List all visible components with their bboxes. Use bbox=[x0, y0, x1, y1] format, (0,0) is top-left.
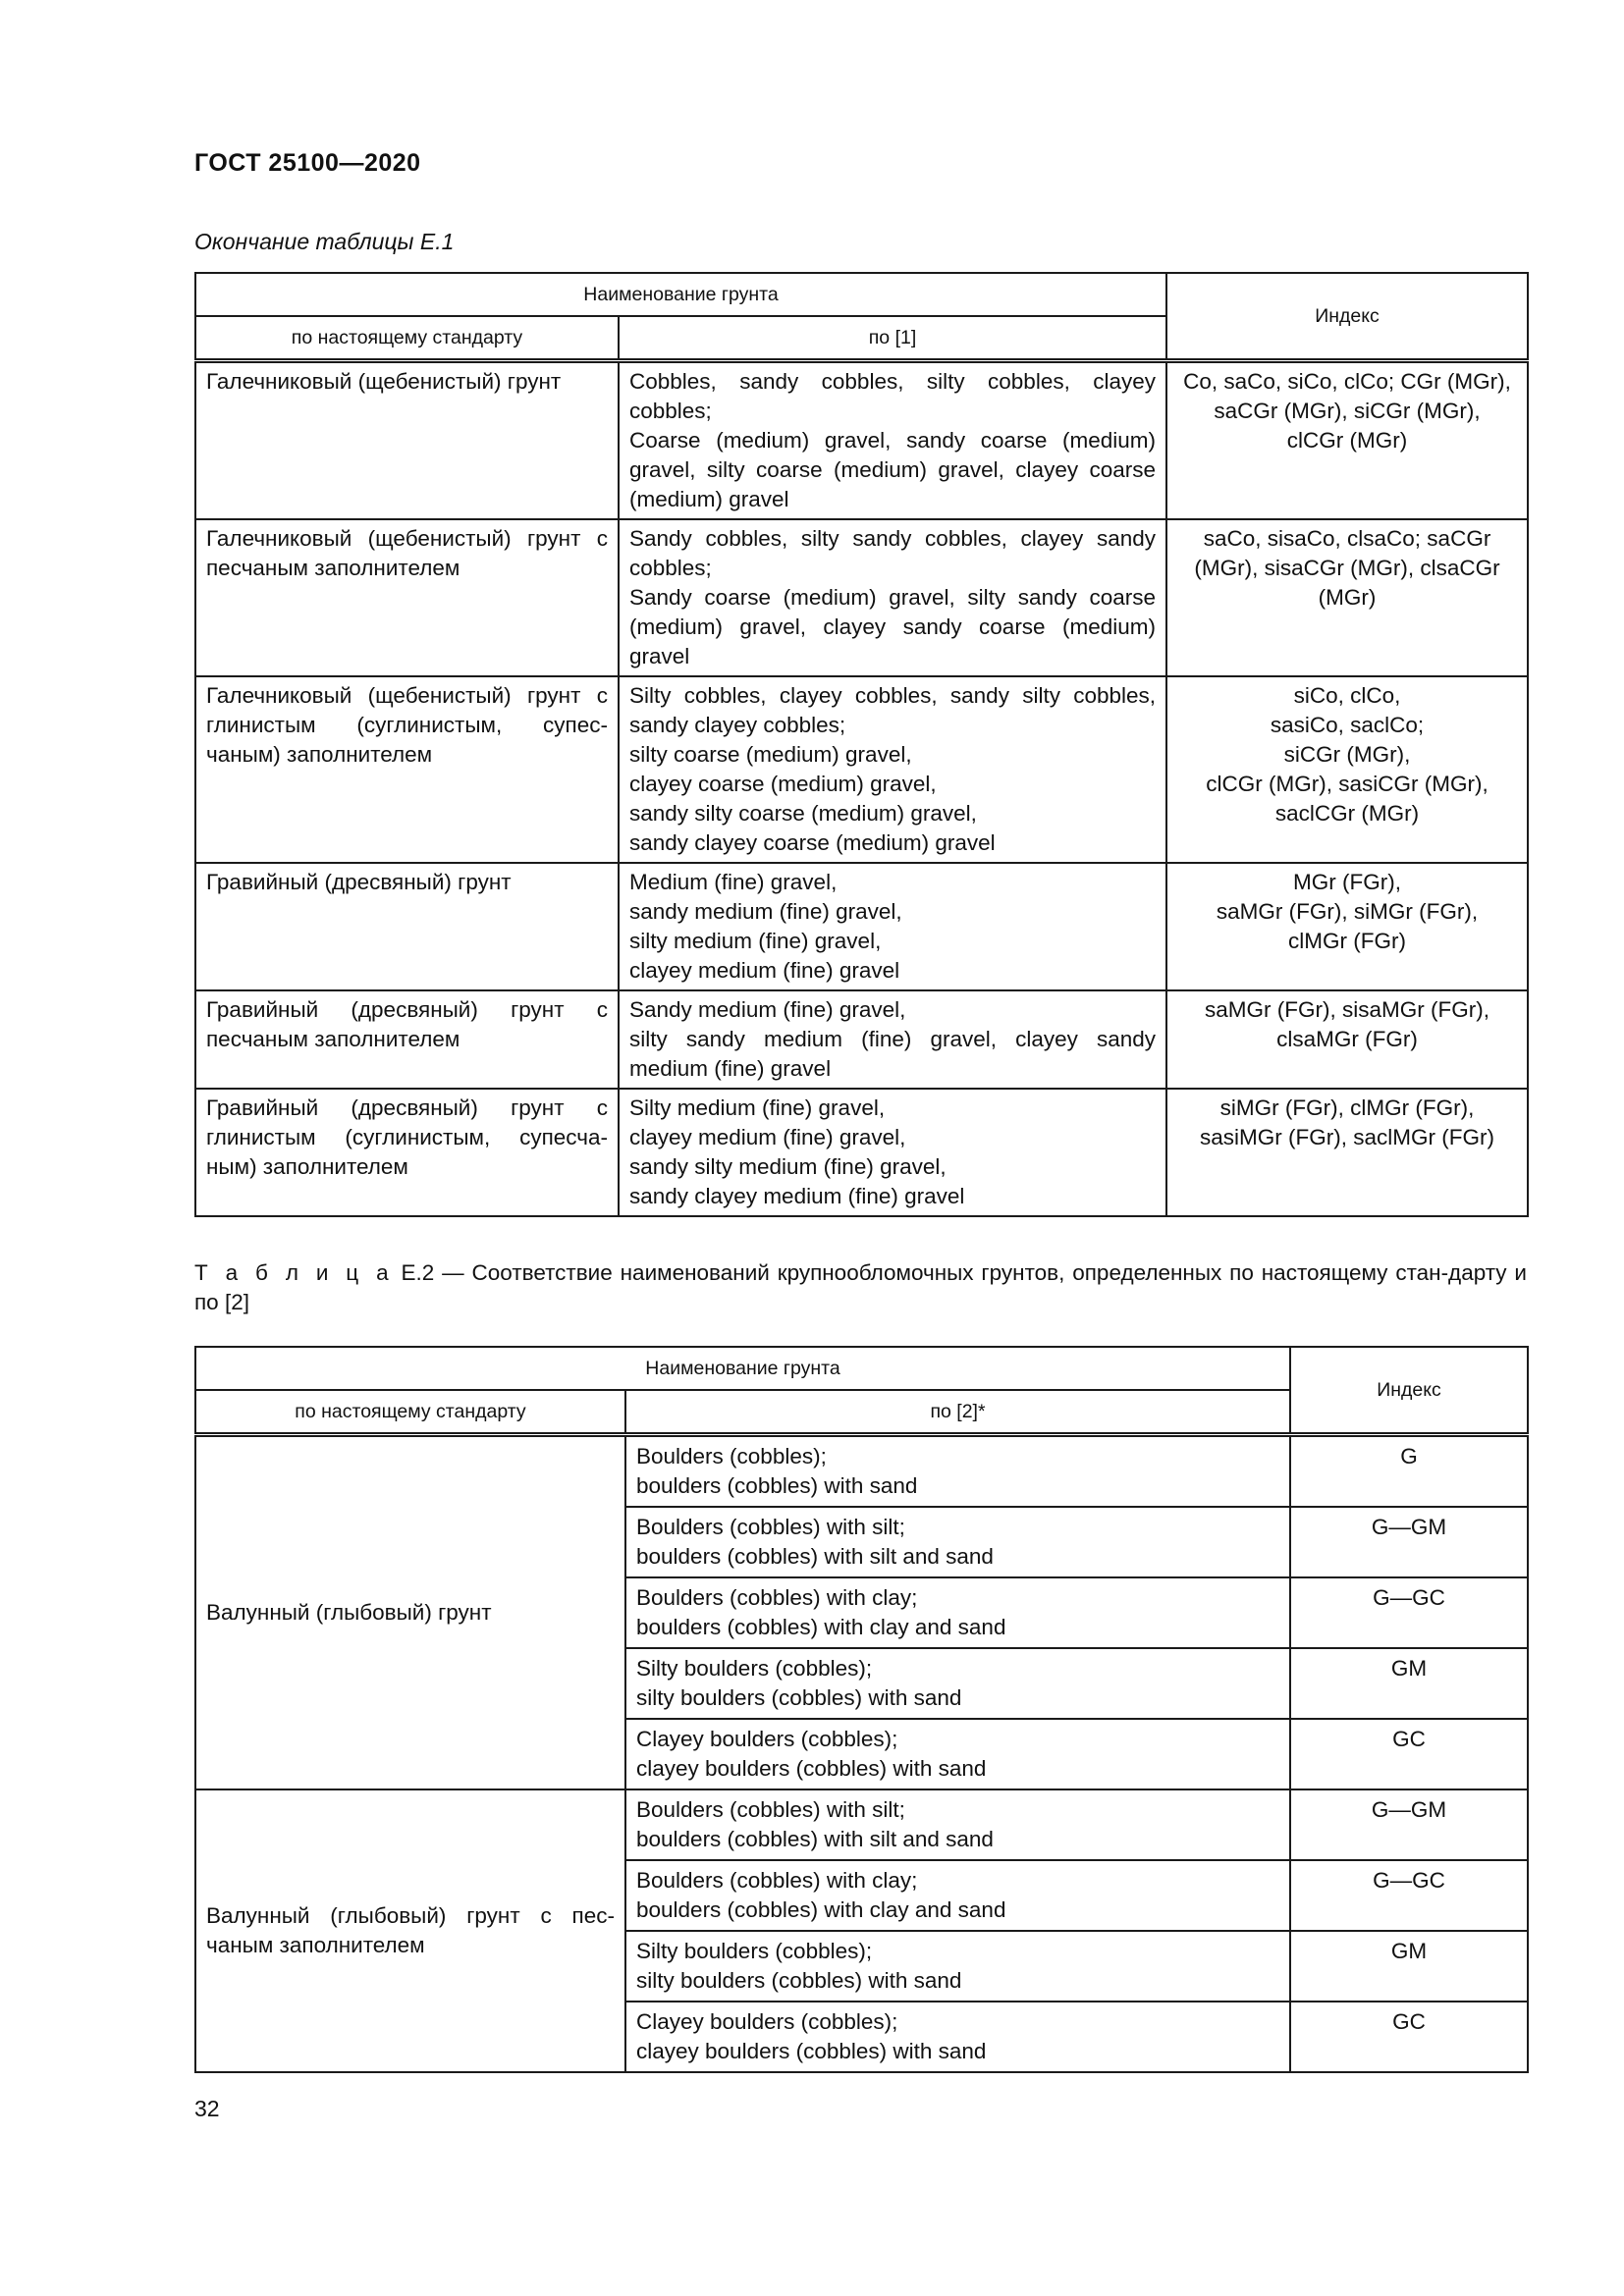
table-row bbox=[195, 990, 1528, 1089]
table-row bbox=[195, 1435, 1528, 1508]
english-name-cell: Silty boulders (cobbles); silty boulders (cobbles) with sand bbox=[625, 1931, 1290, 2002]
english-name-cell: Boulders (cobbles); boulders (cobbles) with sand bbox=[625, 1435, 1290, 1508]
page-number: 32 bbox=[194, 2096, 220, 2121]
index-cell: G—GM bbox=[1290, 1507, 1528, 1577]
soil-name-cell: Галечниковый (щебенистый) грунт с песчаным заполнителем bbox=[195, 519, 619, 676]
index-cell: saMGr (FGr), sisaMGr (FGr), clsaMGr (FGr) bbox=[1166, 990, 1528, 1089]
index-cell: GM bbox=[1290, 1648, 1528, 1719]
index-cell: G—GM bbox=[1290, 1789, 1528, 1860]
soil-group-cell: Валунный (глыбовый) грунт bbox=[195, 1435, 625, 1790]
header-soil-name: Наименование грунта bbox=[195, 1347, 1290, 1390]
table-continuation-label: Окончание таблицы Е.1 bbox=[194, 229, 455, 254]
english-name-cell: Silty medium (fine) gravel, clayey medium (fine) gravel, sandy silty medium (fine) gravel, sandy clayey medium (fine) gravel bbox=[619, 1089, 1166, 1216]
table-caption-text: Е.2 — Соответствие наименований крупнообломочных грунтов, определенных по настоящему стан-дарту и по [2] bbox=[194, 1260, 1527, 1314]
table-row bbox=[195, 361, 1528, 520]
index-cell: siMGr (FGr), clMGr (FGr), sasiMGr (FGr), saclMGr (FGr) bbox=[1166, 1089, 1528, 1216]
index-cell: Co, saCo, siCo, clCo; CGr (MGr), saCGr (MGr), siCGr (MGr), clCGr (MGr) bbox=[1166, 361, 1528, 520]
index-cell: siCo, clCo, sasiCo, saclCo; siCGr (MGr), clCGr (MGr), sasiCGr (MGr), saclCGr (MGr) bbox=[1166, 676, 1528, 863]
english-name-cell: Boulders (cobbles) with clay; boulders (cobbles) with clay and sand bbox=[625, 1577, 1290, 1648]
soil-name-cell: Галечниковый (щебенистый) грунт с глинистым (суглинистым, супес-чаным) заполнителем bbox=[195, 676, 619, 863]
table-e1 bbox=[194, 272, 1529, 1217]
header-soil-name: Наименование грунта bbox=[195, 273, 1166, 316]
english-name-cell: Boulders (cobbles) with silt; boulders (cobbles) with silt and sand bbox=[625, 1789, 1290, 1860]
soil-name-cell: Гравийный (дресвяный) грунт с песчаным заполнителем bbox=[195, 990, 619, 1089]
english-name-cell: Clayey boulders (cobbles); clayey boulders (cobbles) with sand bbox=[625, 2002, 1290, 2072]
table-e2-caption bbox=[194, 1258, 1527, 1317]
english-name-cell: Sandy medium (fine) gravel, silty sandy medium (fine) gravel, clayey sandy medium (fine) gravel bbox=[619, 990, 1166, 1089]
table-e2 bbox=[194, 1346, 1529, 2073]
index-cell: GM bbox=[1290, 1931, 1528, 2002]
index-cell: MGr (FGr), saMGr (FGr), siMGr (FGr), clMGr (FGr) bbox=[1166, 863, 1528, 990]
soil-name-cell: Гравийный (дресвяный) грунт bbox=[195, 863, 619, 990]
header-by-standard: по настоящему стандарту bbox=[195, 316, 619, 361]
header-by-reference: по [1] bbox=[619, 316, 1166, 361]
soil-name-cell: Гравийный (дресвяный) грунт с глинистым (суглинистым, супесча-ным) заполнителем bbox=[195, 1089, 619, 1216]
table-caption-label: Т а б л и ц а bbox=[194, 1260, 394, 1285]
index-cell: saCo, sisaCo, clsaCo; saCGr (MGr), sisaCGr (MGr), clsaCGr (MGr) bbox=[1166, 519, 1528, 676]
english-name-cell: Silty boulders (cobbles); silty boulders (cobbles) with sand bbox=[625, 1648, 1290, 1719]
english-name-cell: Boulders (cobbles) with clay; boulders (cobbles) with clay and sand bbox=[625, 1860, 1290, 1931]
header-by-standard: по настоящему стандарту bbox=[195, 1390, 625, 1435]
english-name-cell: Boulders (cobbles) with silt; boulders (cobbles) with silt and sand bbox=[625, 1507, 1290, 1577]
index-cell: GC bbox=[1290, 1719, 1528, 1789]
index-cell: G bbox=[1290, 1435, 1528, 1508]
table-row bbox=[195, 519, 1528, 676]
index-cell: G—GC bbox=[1290, 1860, 1528, 1931]
table-row bbox=[195, 1789, 1528, 1860]
document-code: ГОСТ 25100—2020 bbox=[194, 149, 421, 177]
english-name-cell: Clayey boulders (cobbles); clayey boulders (cobbles) with sand bbox=[625, 1719, 1290, 1789]
header-index: Индекс bbox=[1166, 273, 1528, 361]
header-index: Индекс bbox=[1290, 1347, 1528, 1435]
english-name-cell: Cobbles, sandy cobbles, silty cobbles, clayey cobbles; Coarse (medium) gravel, sandy coarse (medium) gravel, silty coarse (medium) gravel, clayey coarse (medium) gravel bbox=[619, 361, 1166, 520]
index-cell: GC bbox=[1290, 2002, 1528, 2072]
table-row bbox=[195, 863, 1528, 990]
english-name-cell: Silty cobbles, clayey cobbles, sandy silty cobbles, sandy clayey cobbles; silty coarse (medium) gravel, clayey coarse (medium) gravel, sandy silty coarse (medium) gravel, sandy clayey coarse (medium) gravel bbox=[619, 676, 1166, 863]
english-name-cell: Sandy cobbles, silty sandy cobbles, clayey sandy cobbles; Sandy coarse (medium) gravel, silty sandy coarse (medium) gravel, clayey sandy coarse (medium) gravel bbox=[619, 519, 1166, 676]
index-cell: G—GC bbox=[1290, 1577, 1528, 1648]
header-by-reference: по [2]* bbox=[625, 1390, 1290, 1435]
english-name-cell: Medium (fine) gravel, sandy medium (fine) gravel, silty medium (fine) gravel, clayey medium (fine) gravel bbox=[619, 863, 1166, 990]
soil-name-cell: Галечниковый (щебенистый) грунт bbox=[195, 361, 619, 520]
table-row bbox=[195, 1089, 1528, 1216]
soil-group-cell: Валунный (глыбовый) грунт с пес-чаным заполнителем bbox=[195, 1789, 625, 2072]
table-row bbox=[195, 676, 1528, 863]
